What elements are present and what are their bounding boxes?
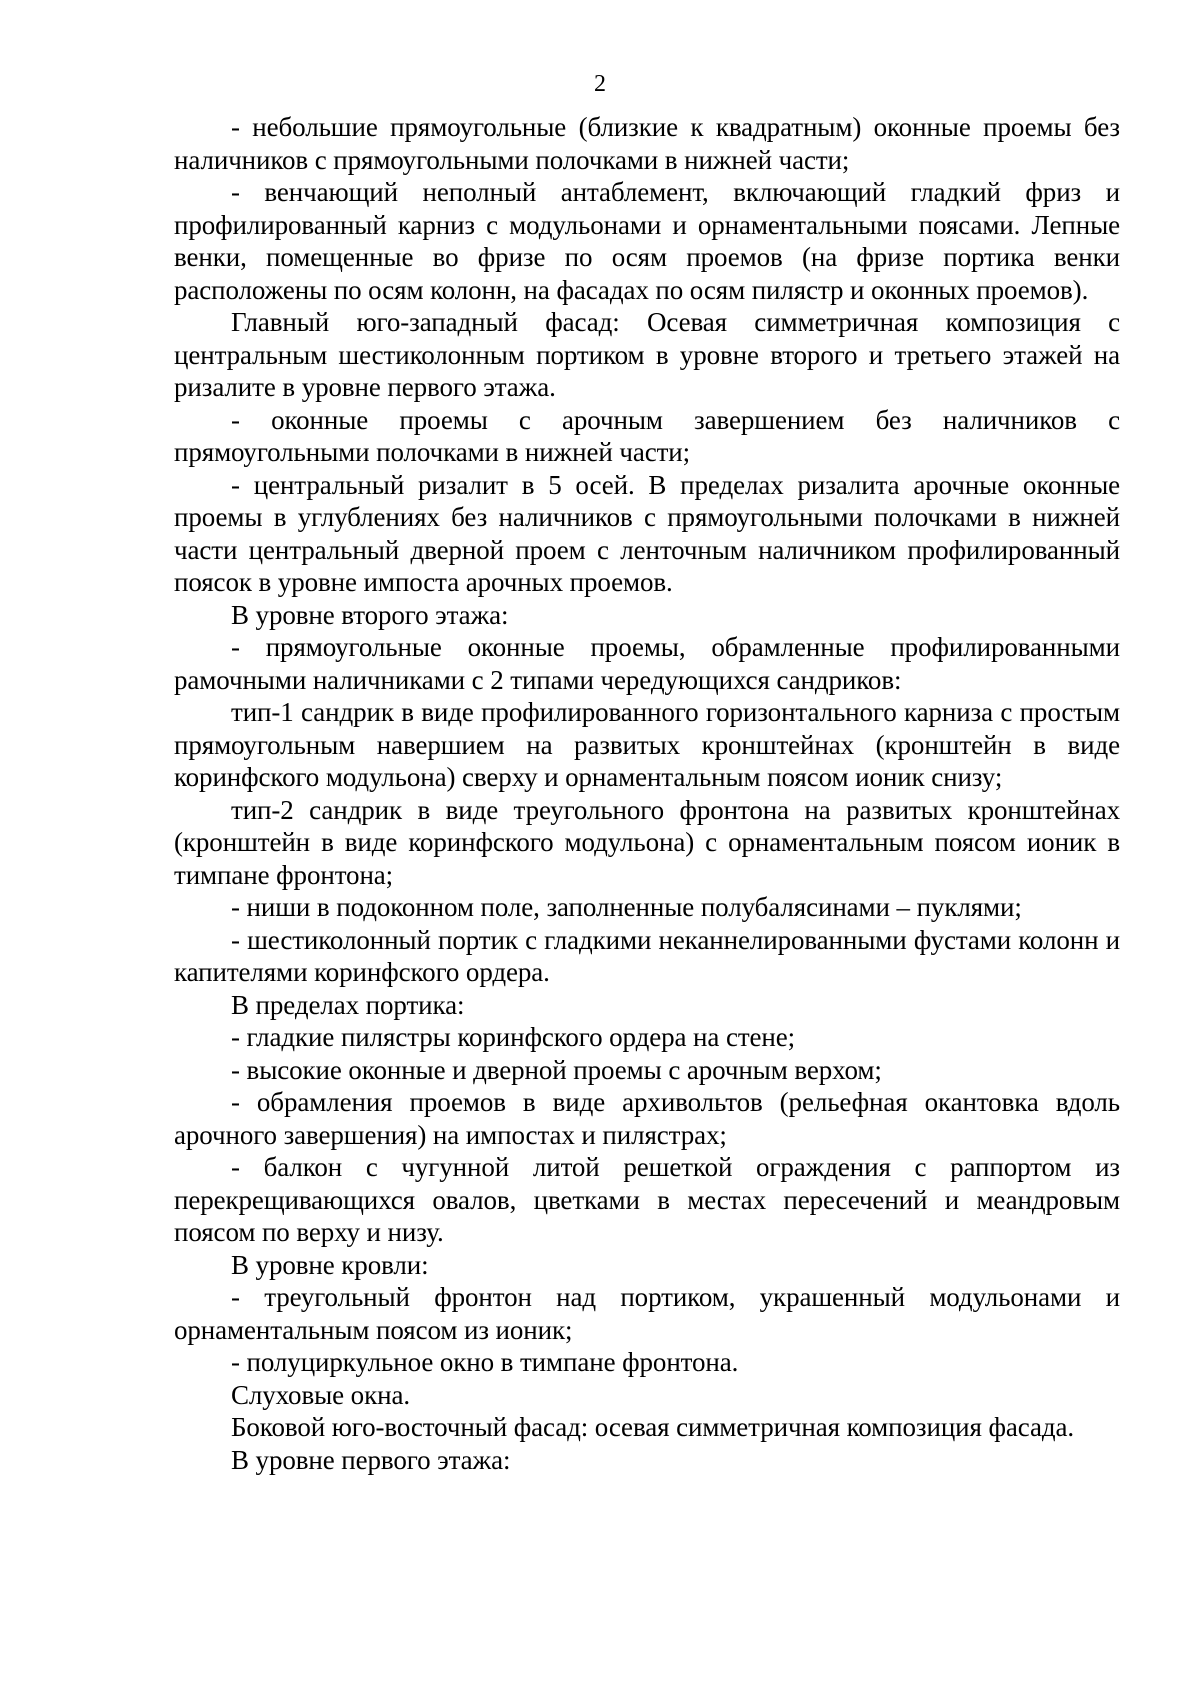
paragraph-type-2-sandrik: тип-2 сандрик в виде треугольного фронтона на развитых кронштейнах (кронштейн в виде коринфского модульона) с орнаментальным поясом ионик в тимпане фронтона; <box>174 794 1120 890</box>
paragraph-portico-heading: В пределах портика: <box>231 989 465 1020</box>
paragraph-side-facade: Боковой юго-восточный фасад: осевая симметричная композиция фасада. <box>231 1412 1075 1442</box>
paragraph-central-risalit: - центральный ризалит в 5 осей. В пределах ризалита арочные оконные проемы в углублениях без наличников с прямоугольными полочками в нижней части центральный дверной проем с ленточным наличником профилированный поясок в уровне импоста арочных проемов. <box>174 469 1120 597</box>
paragraph-dormer-windows: Слуховые окна. <box>231 1379 410 1410</box>
paragraph-pediment: - треугольный фронтон над портиком, украшенный модульонами и орнаментальным поясом из ионик; <box>174 1282 1120 1345</box>
document-body <box>174 111 1120 1476</box>
paragraph-balcony: - балкон с чугунной литой решеткой ограждения с раппортом из перекрещивающихся овалов, цветками в местах пересечений и меандровым поясом по верху и низу. <box>174 1152 1120 1247</box>
paragraph-niches: - ниши в подоконном поле, заполненные полубалясинами – пуклями; <box>231 892 1022 922</box>
paragraph-second-floor-heading: В уровне второго этажа: <box>231 599 509 630</box>
paragraph-small-windows: - небольшие прямоугольные (близкие к квадратным) оконные проемы без наличников с прямоугольными полочками в нижней части; <box>174 112 1120 175</box>
paragraph-rectangular-windows: - прямоугольные оконные проемы, обрамленные профилированными рамочными наличниками с 2 типами чередующихся сандриков: <box>174 632 1120 695</box>
paragraph-archivolts: - обрамления проемов в виде архивольтов (рельефная окантовка вдоль арочного завершения) на импостах и пилястрах; <box>174 1087 1120 1150</box>
paragraph-main-facade: Главный юго-западный фасад: Осевая симметричная композиция с центральным шестиколонным портиком в уровне второго и третьего этажей на ризалите в уровне первого этажа. <box>174 307 1120 402</box>
paragraph-pilasters: - гладкие пилястры коринфского ордера на стене; <box>231 1022 796 1052</box>
paragraph-six-column-portico: - шестиколонный портик с гладкими неканнелированными фустами колонн и капителями коринфского ордера. <box>174 924 1120 987</box>
paragraph-first-floor-heading: В уровне первого этажа: <box>231 1444 511 1475</box>
paragraph-semicircular-window: - полуциркульное окно в тимпане фронтона. <box>231 1347 739 1377</box>
paragraph-roof-heading: В уровне кровли: <box>231 1249 429 1280</box>
paragraph-entablature: - венчающий неполный антаблемент, включающий гладкий фриз и профилированный карниз с модульонами и орнаментальными поясами. Лепные венки, помещенные во фризе по осям проемов (на фризе портика венки расположены по осям колонн, на фасадах по осям пилястр и оконных проемов). <box>174 177 1120 305</box>
page-number: 2 <box>594 71 606 97</box>
paragraph-arched-windows: - оконные проемы с арочным завершением без наличников с прямоугольными полочками в нижней части; <box>174 404 1120 467</box>
paragraph-tall-openings: - высокие оконные и дверной проемы с арочным верхом; <box>231 1054 882 1085</box>
paragraph-type-1-sandrik: тип-1 сандрик в виде профилированного горизонтального карниза с простым прямоугольным навершием на развитых кронштейнах (кронштейн в виде коринфского модульона) сверху и орнаментальным поясом ионик снизу; <box>174 697 1120 792</box>
